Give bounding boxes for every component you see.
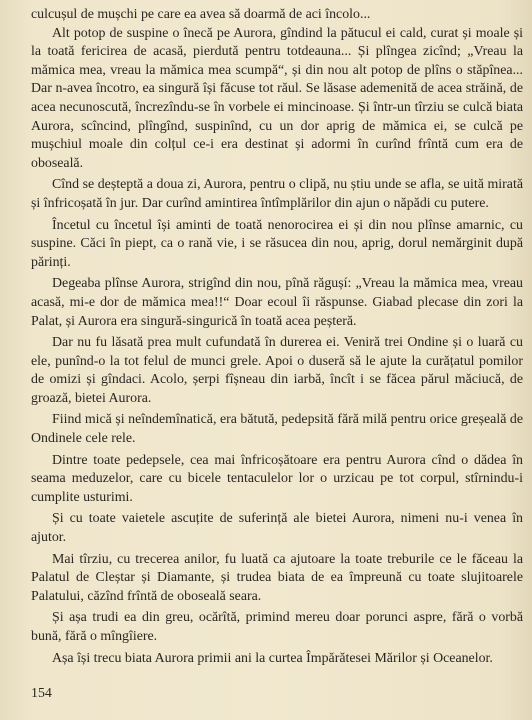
page-body-text [31,6,523,668]
page-number: 154 [31,686,52,701]
paragraph: Fiind mică și neîndemînatică, era bătută, pedepsită fără milă pentru orice greșeală de Ondinele cele rele. [31,412,523,447]
paragraph: Și așa trudi ea din greu, ocărîtă, primind mereu doar porunci aspre, fără o vorbă bună, fără o mîngîiere. [31,610,523,644]
paragraph: Așa își trecu biata Aurora primii ani la curtea Împărătesei Mărilor și Oceanelor. [52,650,493,666]
paragraph: Dintre toate pedepsele, cea mai înfricoșătoare era pentru Aurora cînd o dădea în seama meduzelor, care cu bicele tentaculelor lor o urzicau pe tot corpul, stîrnindu-i cumplite usturimi. [31,452,523,505]
paragraph: Cînd se deșteptă a doua zi, Aurora, pentru o clipă, nu știu unde se afla, se uită mirată și înfricoșată în jur. Dar curînd amintirea întîmplărilor din ajun o năpădi cu putere. [31,177,523,211]
paragraph: Alt potop de suspine o înecă pe Aurora, gîndind la pătucul ei cald, curat și moale și la toată fericirea de acasă, pierdută pentru totdeauna... Și plîngea zicînd; „Vreau la mămica mea, vreau la mămica mea scumpă“, și din nou alt potop de plîns o stăpînea... Dar n-avea încotro, ea singură își făcuse tot răul. Se lăsase ademenită de acea străină, de acea necunoscută, încrezîndu-se în vorbele ei mincinoase. Și într-un tîrziu se culcă biata Aurora, scîncind, plîngînd, suspinînd, cu un dor aprig de mămica ei, se culcă pe mușchiul moale din colțul ce-i era destinat și adormi în curînd frîntă cum era de oboseală. [31,25,523,171]
paragraph: Încetul cu încetul își aminti de toată nenorocirea ei și din nou plînse amarnic, cu suspine. Căci în piept, ca o rană vie, i se răsucea din nou, aprig, dorul nemărginit după părinți. [31,217,523,270]
paragraph: Degeaba plînse Aurora, strigînd din nou, pînă răgușí: „Vreau la mămica mea, vreau acasă, mi-e dor de mămica mea!!“ Doar ecoul îi răspunse. Giabad plecase din zori la Palat, și Aurora era singură-singurică în toată acea peșteră. [31,276,523,329]
paragraph: Dar nu fu lăsată prea mult cufundată în durerea ei. Veniră trei Ondine și o luară cu ele, punînd-o la tot felul de munci grele. Apoi o duseră să le ajute la curățatul pomilor de omizi și gîndaci. Acolo, șerpi fîșneau din iarbă, încît i se făcea părul măciucă, de groază, bietei Aurora. [31,335,523,406]
paragraph: Mai tîrziu, cu trecerea anilor, fu luată ca ajutoare la toate treburile ce le făceau la Palatul de Cleștar și Diamante, și trudea biata de ea împreună cu toate slujitoarele Palatului, căzînd frîntă de oboseală seara. [31,551,523,604]
paragraph: Și cu toate vaietele ascuțite de suferință ale bietei Aurora, nimeni nu-i venea în ajutor. [31,511,523,546]
paragraph-continuation: culcușul de mușchi pe care ea avea să doarmă de aci încolo... [31,7,371,22]
